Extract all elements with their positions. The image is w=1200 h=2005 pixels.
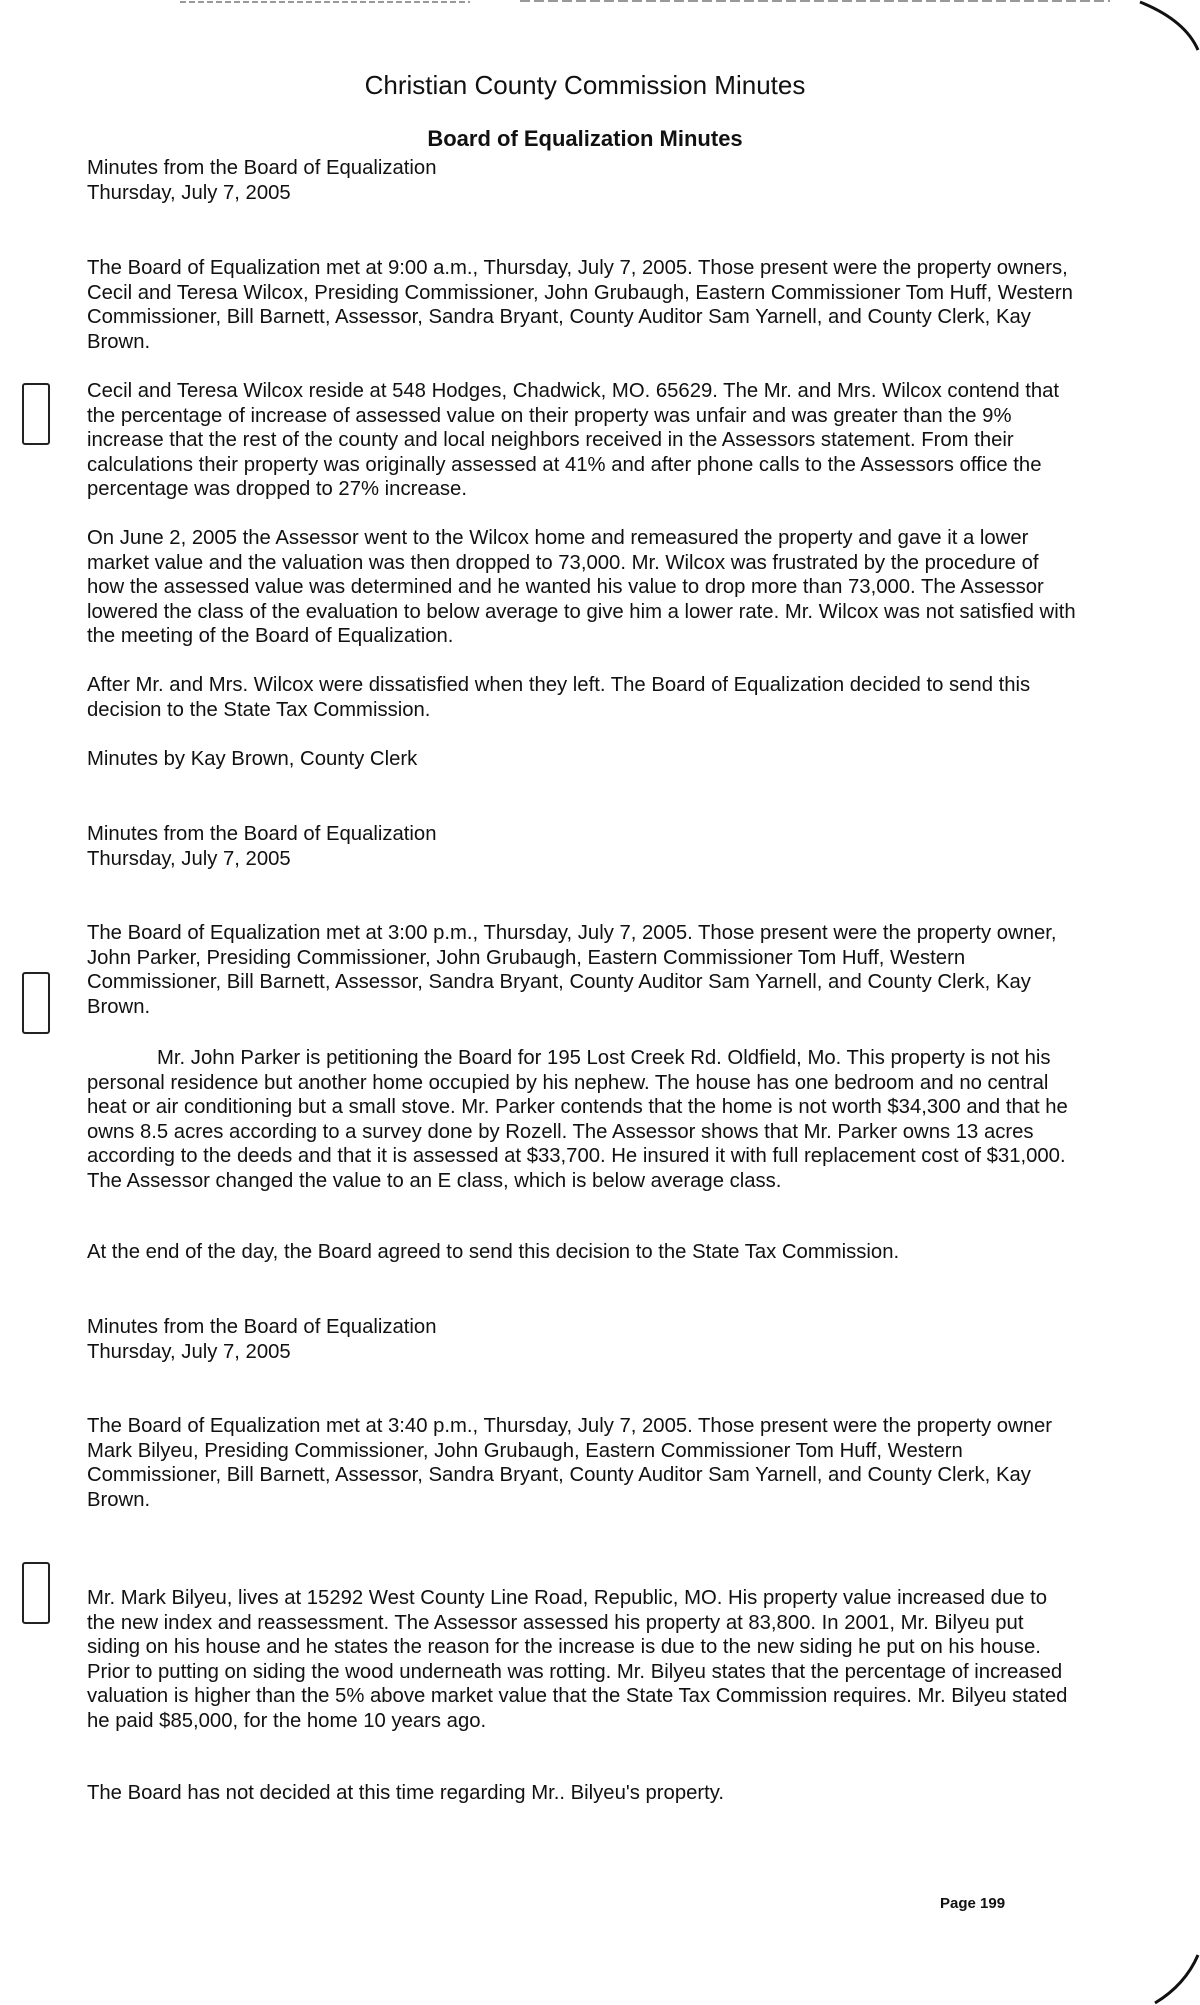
session3-paragraph: The Board has not decided at this time regarding Mr.. Bilyeu's property. <box>87 1782 725 1804</box>
document-title: Christian County Commission Minutes <box>364 70 806 100</box>
session1-attendance: The Board of Equalization met at 9:00 a.m., Thursday, July 7, 2005. Those present were the property owners, Cecil and Teresa Wilcox, Presiding Commissioner, John Grubaugh, Eastern Commissioner Tom Huff, Western Commissioner, Bill Barnett, Assessor, Sandra Bryant, County Auditor Sam Yarnell, and County Clerk, Kay Brown. <box>87 257 1073 353</box>
session3-paragraph: Mr. Mark Bilyeu, lives at 15292 West County Line Road, Republic, MO. His property value increased due to the new index and reassessment. The Assessor assessed his property at 83,800. In 2001, Mr. Bilyeu put siding on his house and he states the reason for the increase is due to the new siding he put on his house. Prior to putting on siding the wood underneath was rotting. Mr. Bilyeu states that the percentage of increased valuation is higher than the 5% above market value that the State Tax Commission requires. Mr. Bilyeu stated he paid $85,000, for the home 10 years ago. <box>87 1587 1068 1732</box>
session3-attendance: The Board of Equalization met at 3:40 p.m., Thursday, July 7, 2005. Those present were the property owner Mark Bilyeu, Presiding Commissioner, John Grubaugh, Eastern Commissioner Tom Huff, Western Commissioner, Bill Barnett, Assessor, Sandra Bryant, County Auditor Sam Yarnell, and County Clerk, Kay Brown. <box>87 1415 1053 1511</box>
document-subtitle: Board of Equalization Minutes <box>427 126 743 151</box>
session1-paragraph: After Mr. and Mrs. Wilcox were dissatisfied when they left. The Board of Equalization decided to send this decision to the State Tax Commission. <box>87 674 1031 721</box>
margin-bracket <box>22 383 50 445</box>
session2-attendance: The Board of Equalization met at 3:00 p.m., Thursday, July 7, 2005. Those present were the property owner, John Parker, Presiding Commissioner, John Grubaugh, Eastern Commissioner Tom Huff, Western Commissioner, Bill Barnett, Assessor, Sandra Bryant, County Auditor Sam Yarnell, and County Clerk, Kay Brown. <box>87 922 1057 1018</box>
session2-paragraph: At the end of the day, the Board agreed to send this decision to the State Tax Commission. <box>87 1241 900 1263</box>
margin-bracket <box>22 1562 50 1624</box>
session1-paragraph: On June 2, 2005 the Assessor went to the Wilcox home and remeasured the property and gave it a lower market value and the valuation was then dropped to 73,000. Mr. Wilcox was frustrated by the procedure of how the assessed value was determined and he wanted his value to drop more than 73,000. The Assessor lowered the class of the evaluation to below average to give him a lower rate. Mr. Wilcox was not satisfied with the meeting of the Board of Equalization. <box>87 527 1076 647</box>
session1-signature: Minutes by Kay Brown, County Clerk <box>87 748 418 770</box>
session2-paragraph: Mr. John Parker is petitioning the Board for 195 Lost Creek Rd. Oldfield, Mo. This property is not his personal residence but another home occupied by his nephew. The house has one bedroom and no central heat or air conditioning but a small stove. Mr. Parker contends that the home is not worth $34,300 and that he owns 8.5 acres according to a survey done by Rozell. The Assessor shows that Mr. Parker owns 13 acres according to the deeds and that it is assessed at $33,700. He insured it with full replacement cost of $31,000. The Assessor changed the value to an E class, which is below average class. <box>87 1047 1068 1192</box>
session1-paragraph: Cecil and Teresa Wilcox reside at 548 Hodges, Chadwick, MO. 65629. The Mr. and Mrs. Wilcox contend that the percentage of increase of assessed value on their property was unfair and was greater than the 9% increase that the rest of the county and local neighbors received in the Assessors statement. From their calculations their property was originally assessed at 41% and after phone calls to the Assessors office the percentage was dropped to 27% increase. <box>87 380 1060 500</box>
page-number: Page 199 <box>940 1895 1006 1912</box>
margin-bracket <box>22 972 50 1034</box>
session2-heading: Minutes from the Board of Equalization Thursday, July 7, 2005 <box>87 823 437 870</box>
session1-heading: Minutes from the Board of Equalization Thursday, July 7, 2005 <box>87 157 437 204</box>
session3-heading: Minutes from the Board of Equalization Thursday, July 7, 2005 <box>87 1316 437 1363</box>
